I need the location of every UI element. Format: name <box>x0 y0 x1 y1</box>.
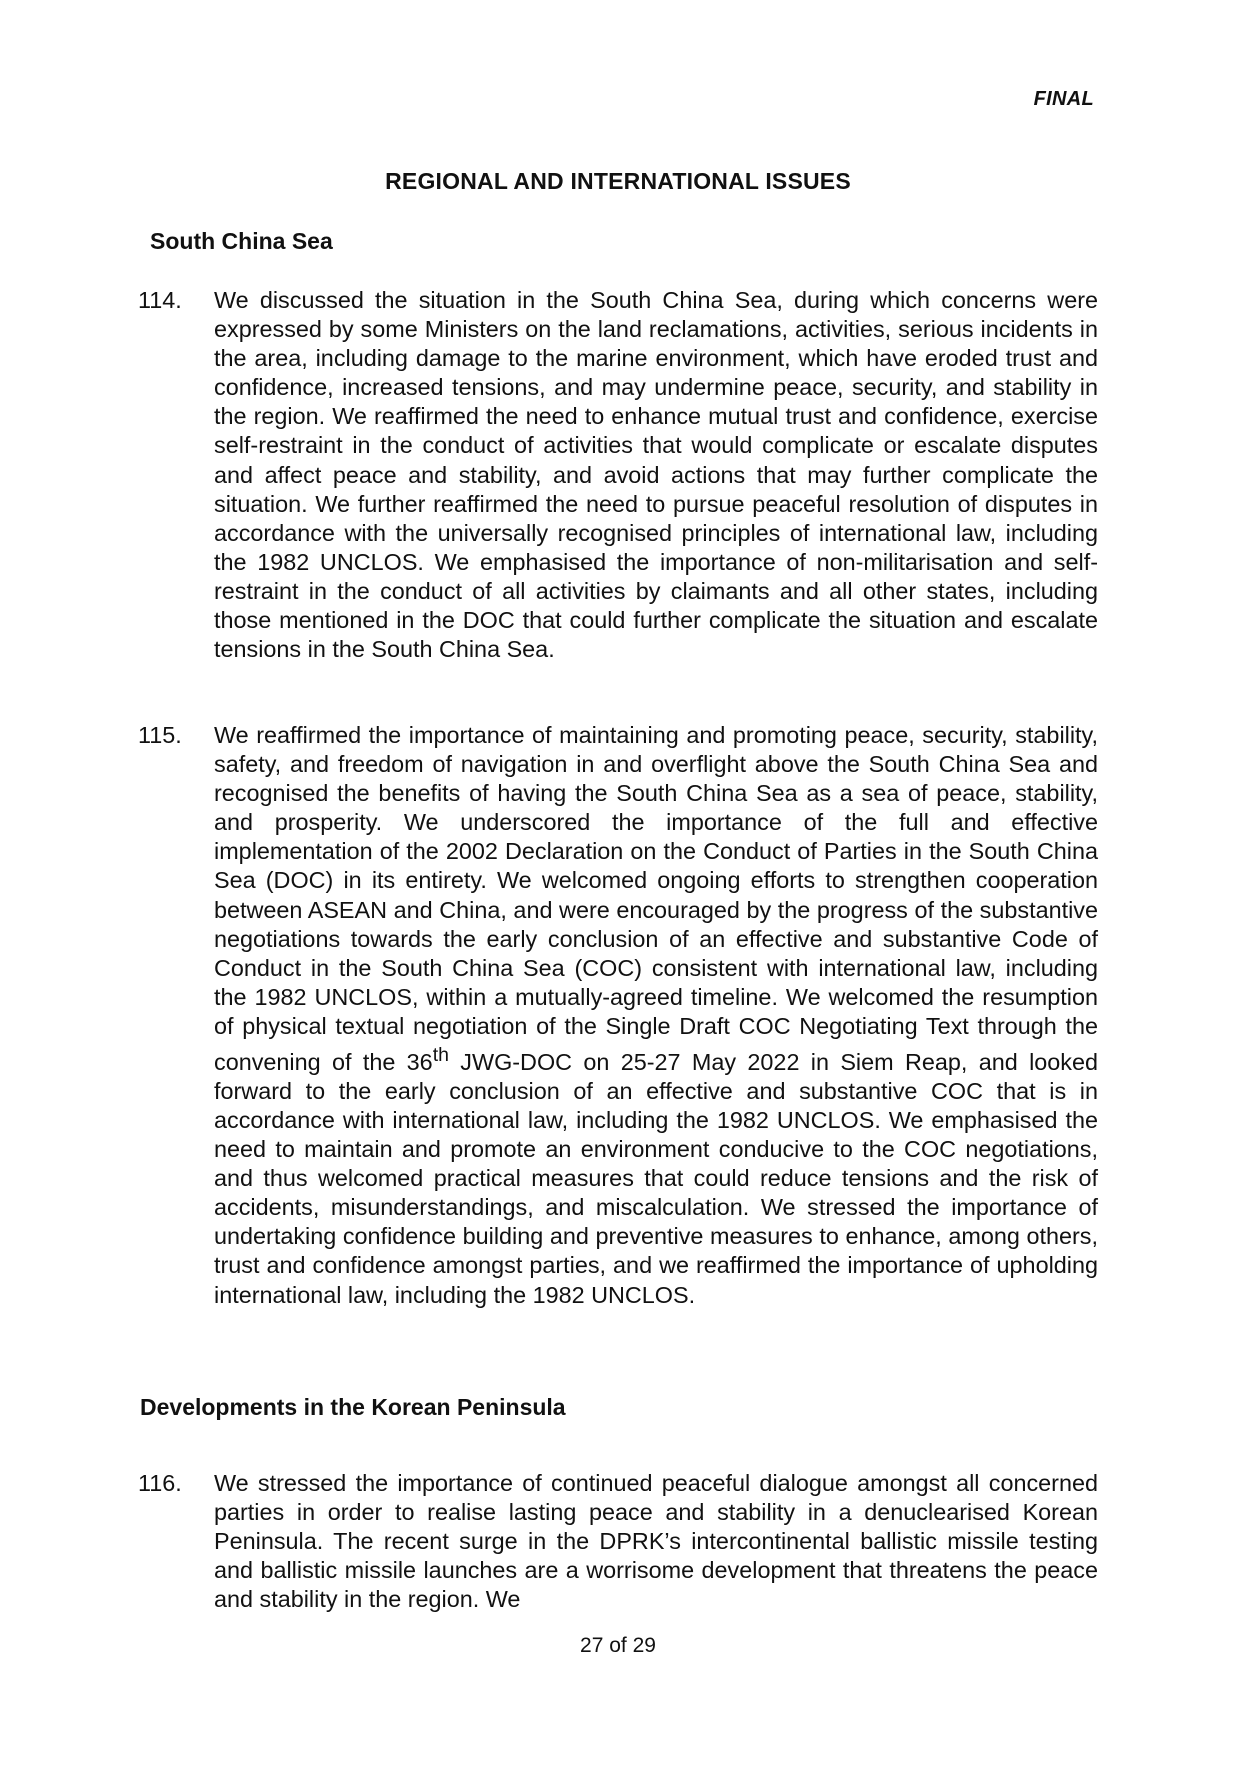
section-heading-korean-peninsula: Developments in the Korean Peninsula <box>140 1394 566 1420</box>
paragraph-number: 116. <box>138 1470 182 1496</box>
paragraph-116 <box>138 1469 1098 1614</box>
paragraph-text: We discussed the situation in the South China Sea, during which concerns were expressed by some Ministers on the land reclamations, activities, serious incidents in the area, including damage to the marine environment, which have eroded trust and confidence, increased tensions, and may undermine peace, security, and stability in the region. We reaffirmed the need to enhance mutual trust and confidence, exercise self-restraint in the conduct of activities that would complicate or escalate disputes and affect peace and stability, and avoid actions that may further complicate the situation. We further reaffirmed the need to pursue peaceful resolution of disputes in accordance with the universally recognised principles of international law, including the 1982 UNCLOS. We emphasised the importance of non-militarisation and self-restraint in the conduct of all activities by claimants and all other states, including those mentioned in the DOC that could further complicate the situation and escalate tensions in the South China Sea. <box>214 287 1098 663</box>
document-status-label: FINAL <box>1033 88 1094 110</box>
page-title: REGIONAL AND INTERNATIONAL ISSUES <box>385 168 851 194</box>
section-heading-south-china-sea: South China Sea <box>150 228 333 254</box>
paragraph-number: 115. <box>138 722 182 748</box>
ordinal-superscript: th <box>432 1044 449 1067</box>
paragraph-115 <box>138 721 1098 1310</box>
paragraph-114 <box>138 286 1098 664</box>
paragraph-text <box>214 721 1098 1310</box>
paragraph-number: 114. <box>138 287 182 313</box>
paragraph-text-part-1: We reaffirmed the importance of maintaining and promoting peace, security, stability, safety, and freedom of navigation in and overflight above the South China Sea and recognised the benefits of having the South China Sea as a sea of peace, stability, and prosperity. We underscored the importance of the full and effective implementation of the 2002 Declaration on the Conduct of Parties in the South China Sea (DOC) in its entirety. We welcomed ongoing efforts to strengthen cooperation between ASEAN and China, and were encouraged by the progress of the substantive negotiations towards the early conclusion of an effective and substantive Code of Conduct in the South China Sea (COC) consistent with international law, including the 1982 UNCLOS, within a mutually-agreed timeline. We welcomed the resumption of physical textual negotiation of the Single Draft COC Negotiating Text through the convening of the 36 <box>214 722 1098 1075</box>
page-number: 27 of 29 <box>580 1634 656 1657</box>
paragraph-text: We stressed the importance of continued peaceful dialogue amongst all concerned parties in order to realise lasting peace and stability in a denuclearised Korean Peninsula. The recent surge in the DPRK’s intercontinental ballistic missile testing and ballistic missile launches are a worrisome development that threatens the peace and stability in the region. We <box>214 1470 1098 1613</box>
paragraph-text-part-2: JWG-DOC on 25-27 May 2022 in Siem Reap, and looked forward to the early conclusion of an effective and substantive COC that is in accordance with international law, including the 1982 UNCLOS. We emphasised the need to maintain and promote an environment conducive to the COC negotiations, and thus welcomed practical measures that could reduce tensions and the risk of accidents, misunderstandings, and miscalculation. We stressed the importance of undertaking confidence building and preventive measures to enhance, among others, trust and confidence amongst parties, and we reaffirmed the importance of upholding international law, including the 1982 UNCLOS. <box>214 1048 1098 1308</box>
